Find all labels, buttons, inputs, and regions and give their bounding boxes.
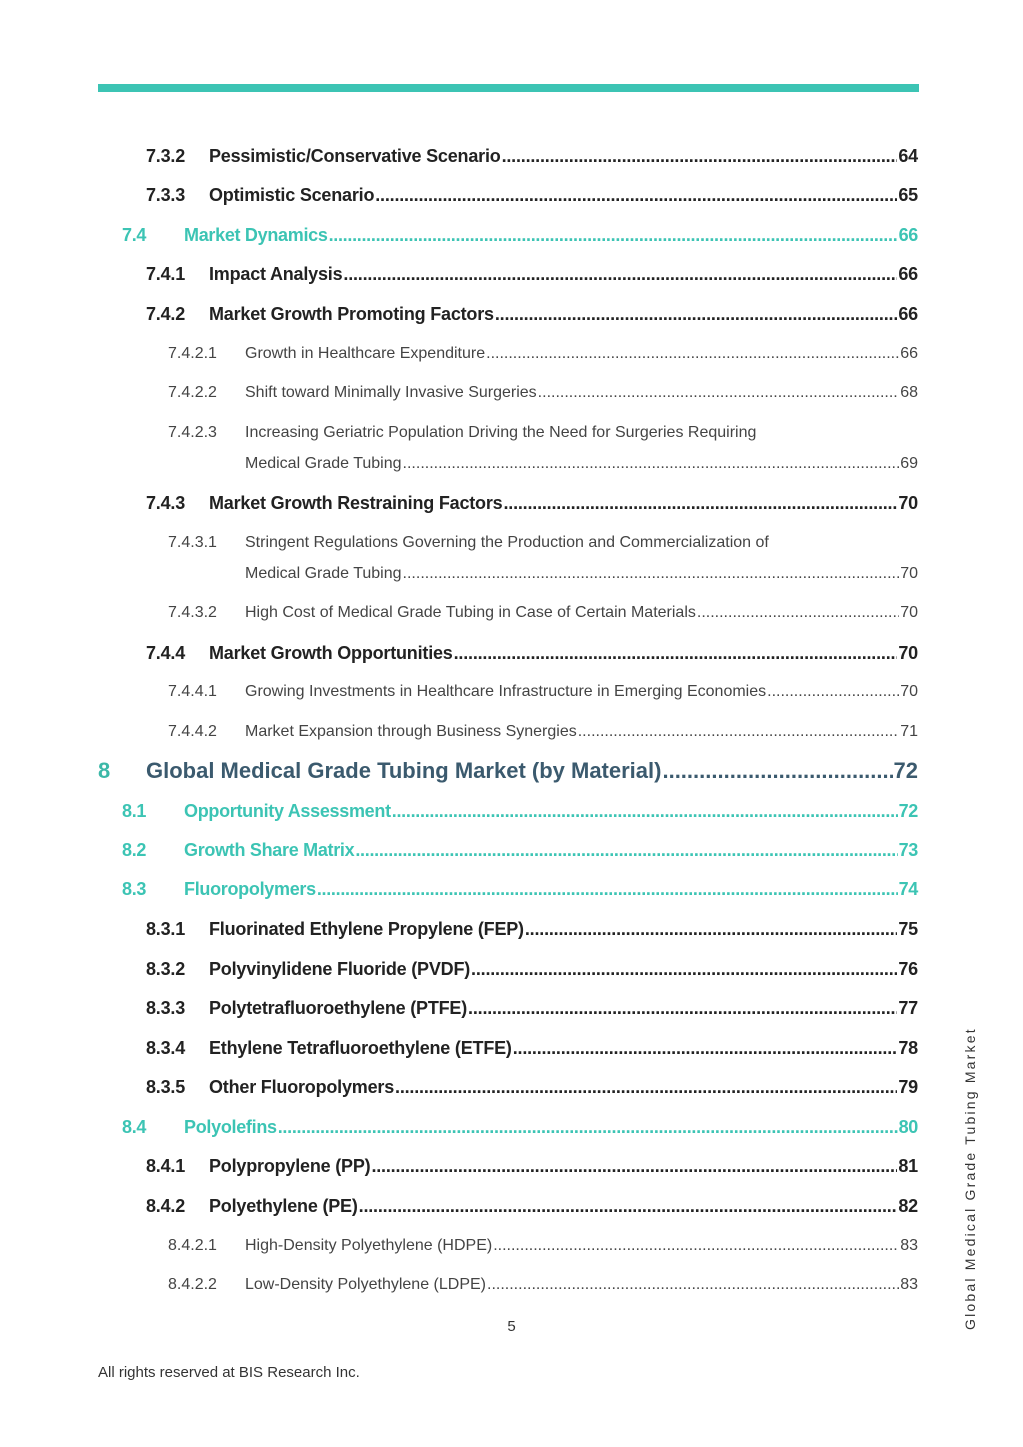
toc-entry-7-4-3-2[interactable] xyxy=(168,604,918,622)
toc-leader xyxy=(495,304,898,325)
toc-page: 83 xyxy=(900,1237,918,1254)
toc-number: 8.4.2 xyxy=(146,1196,186,1216)
toc-page: 69 xyxy=(900,455,918,472)
toc-title: Impact Analysis xyxy=(209,264,343,284)
toc-title: Increasing Geriatric Population Driving the Need for Surgeries Requiring xyxy=(245,424,757,441)
toc-leader xyxy=(395,1077,897,1098)
toc-number: 8.3.4 xyxy=(146,1038,186,1058)
toc-entry-7-3-2[interactable] xyxy=(146,146,918,167)
toc-title: Fluorinated Ethylene Propylene (FEP) xyxy=(209,919,524,939)
toc-title-continued: Medical Grade Tubing xyxy=(245,565,402,582)
toc-title: Pessimistic/Conservative Scenario xyxy=(209,146,501,166)
page-number: 5 xyxy=(507,1318,516,1335)
toc-number: 8.4.1 xyxy=(146,1156,186,1176)
toc-entry-8-3-1[interactable] xyxy=(146,919,918,940)
toc-page: 76 xyxy=(898,959,918,979)
toc-title: Polyolefins xyxy=(184,1117,277,1137)
toc-page: 78 xyxy=(898,1038,918,1058)
toc-leader xyxy=(767,683,899,701)
toc-page: 74 xyxy=(898,879,918,899)
toc-title: Opportunity Assessment xyxy=(184,801,391,821)
toc-title: Ethylene Tetrafluoroethylene (ETFE) xyxy=(209,1038,512,1058)
toc-page: 65 xyxy=(898,185,918,205)
toc-page: 82 xyxy=(898,1196,918,1216)
toc-title: High-Density Polyethylene (HDPE) xyxy=(245,1237,493,1254)
toc-number: 8 xyxy=(98,758,111,783)
toc-leader xyxy=(513,1038,898,1059)
toc-number: 7.4.4.2 xyxy=(168,723,217,740)
toc-entry-7-4-2-2[interactable] xyxy=(168,384,918,402)
toc-title: Market Dynamics xyxy=(184,225,328,245)
toc-page: 83 xyxy=(900,1276,918,1293)
toc-number: 8.3.2 xyxy=(146,959,186,979)
toc-entry-7-4-2-1[interactable] xyxy=(168,345,918,363)
toc-title: Polypropylene (PP) xyxy=(209,1156,371,1176)
side-running-title: Global Medical Grade Tubing Market xyxy=(962,1027,978,1330)
toc-entry-7-3-3[interactable] xyxy=(146,185,918,206)
toc-leader xyxy=(403,565,900,583)
toc-title: Growth in Healthcare Expenditure xyxy=(245,345,486,362)
toc-entry-7-4-1[interactable] xyxy=(146,264,918,285)
toc-entry-8-3-2[interactable] xyxy=(146,959,918,980)
toc-page: 80 xyxy=(898,1117,918,1137)
toc-page: 70 xyxy=(900,604,918,621)
toc-title: Global Medical Grade Tubing Market (by Material) xyxy=(146,758,662,783)
toc-page: 66 xyxy=(898,304,918,324)
toc-leader xyxy=(375,185,897,206)
toc-entry-8-4-2[interactable] xyxy=(146,1196,918,1217)
toc-page: 72 xyxy=(893,758,918,783)
toc-page: 75 xyxy=(898,919,918,939)
toc-title: Low-Density Polyethylene (LDPE) xyxy=(245,1276,486,1293)
toc-leader xyxy=(493,1237,899,1255)
toc-number: 7.4 xyxy=(122,225,147,245)
toc-leader xyxy=(502,146,898,167)
toc-leader xyxy=(329,225,898,246)
toc-leader xyxy=(343,264,897,285)
toc-number: 7.4.2 xyxy=(146,304,186,324)
toc-entry-8-4-1[interactable] xyxy=(146,1156,918,1177)
toc-page: 66 xyxy=(898,225,918,245)
toc-leader xyxy=(471,959,897,980)
toc-title: Market Growth Opportunities xyxy=(209,643,453,663)
toc-number: 7.3.2 xyxy=(146,146,186,166)
toc-page: 71 xyxy=(900,723,918,740)
toc-entry-8-1[interactable] xyxy=(122,801,918,822)
toc-title: Fluoropolymers xyxy=(184,879,316,899)
toc-page: 77 xyxy=(898,998,918,1018)
toc-entry-8-3[interactable] xyxy=(122,879,918,900)
toc-title: Growth Share Matrix xyxy=(184,840,355,860)
toc-title: Market Growth Promoting Factors xyxy=(209,304,494,324)
toc-number: 7.4.4.1 xyxy=(168,683,217,700)
toc-number: 7.4.3 xyxy=(146,493,186,513)
toc-leader xyxy=(392,801,898,822)
toc-entry-7-4-3-1-line1[interactable] xyxy=(168,534,769,552)
toc-entry-7-4-4-2[interactable] xyxy=(168,723,918,741)
toc-leader xyxy=(403,455,900,473)
toc-title: Stringent Regulations Governing the Production and Commercialization of xyxy=(245,534,769,551)
toc-page: 70 xyxy=(900,683,918,700)
top-accent-rule xyxy=(98,84,919,92)
toc-leader xyxy=(468,998,897,1019)
toc-title: High Cost of Medical Grade Tubing in Case of Certain Materials xyxy=(245,604,696,621)
toc-number: 7.4.2.2 xyxy=(168,384,217,401)
toc-page: 73 xyxy=(898,840,918,860)
toc-title: Polyvinylidene Fluoride (PVDF) xyxy=(209,959,471,979)
toc-number: 8.4.2.1 xyxy=(168,1237,217,1254)
toc-number: 7.4.3.2 xyxy=(168,604,217,621)
toc-title: Market Growth Restraining Factors xyxy=(209,493,503,513)
toc-number: 7.4.2.1 xyxy=(168,345,217,362)
toc-page: 70 xyxy=(898,493,918,513)
toc-number: 8.3.5 xyxy=(146,1077,186,1097)
toc-entry-8-3-4[interactable] xyxy=(146,1038,918,1059)
toc-number: 7.4.4 xyxy=(146,643,186,663)
toc-number: 8.1 xyxy=(122,801,147,821)
toc-leader xyxy=(503,493,897,514)
toc-title: Polyethylene (PE) xyxy=(209,1196,358,1216)
toc-entry-7-4-3[interactable] xyxy=(146,493,918,514)
toc-leader xyxy=(538,384,900,402)
toc-number: 8.3.1 xyxy=(146,919,186,939)
toc-leader xyxy=(454,643,898,664)
toc-entry-7-4-2[interactable] xyxy=(146,304,918,325)
toc-leader xyxy=(487,1276,899,1294)
toc-number: 7.4.1 xyxy=(146,264,186,284)
footer-copyright: All rights reserved at BIS Research Inc. xyxy=(98,1364,360,1381)
toc-page: 70 xyxy=(900,565,918,582)
toc-entry-8-3-5[interactable] xyxy=(146,1077,918,1098)
toc-number: 8.3.3 xyxy=(146,998,186,1018)
toc-number: 8.4.2.2 xyxy=(168,1276,217,1293)
toc-title-continued: Medical Grade Tubing xyxy=(245,455,402,472)
toc-number: 7.3.3 xyxy=(146,185,186,205)
toc-leader xyxy=(697,604,899,622)
toc-number: 8.2 xyxy=(122,840,147,860)
toc-leader xyxy=(486,345,899,363)
toc-entry-7-4-2-3-line2[interactable] xyxy=(245,455,918,473)
toc-entry-7-4-4[interactable] xyxy=(146,643,918,664)
toc-leader xyxy=(359,1196,898,1217)
toc-page: 64 xyxy=(898,146,918,166)
toc-entry-8-4[interactable] xyxy=(122,1117,918,1138)
toc-entry-chapter-8[interactable] xyxy=(98,758,918,784)
toc-leader xyxy=(662,758,892,784)
toc-page: 66 xyxy=(900,345,918,362)
toc-leader xyxy=(278,1117,898,1138)
toc-title: Other Fluoropolymers xyxy=(209,1077,395,1097)
toc-page: 66 xyxy=(898,264,918,284)
toc-page: 68 xyxy=(900,384,918,401)
toc-entry-7-4-4-1[interactable] xyxy=(168,683,918,701)
toc-page: 72 xyxy=(898,801,918,821)
toc-entry-7-4-2-3-line1[interactable] xyxy=(168,424,756,442)
toc-number: 8.4 xyxy=(122,1117,147,1137)
toc-entry-8-4-2-1[interactable] xyxy=(168,1237,918,1255)
toc-number: 7.4.2.3 xyxy=(168,424,217,441)
toc-entry-7-4[interactable] xyxy=(122,225,918,246)
toc-page: 81 xyxy=(898,1156,918,1176)
toc-leader xyxy=(578,723,899,741)
toc-page: 70 xyxy=(898,643,918,663)
toc-entry-8-3-3[interactable] xyxy=(146,998,918,1019)
toc-page: 79 xyxy=(898,1077,918,1097)
toc-entry-7-4-3-1-line2[interactable] xyxy=(245,565,918,583)
toc-entry-8-2[interactable] xyxy=(122,840,918,861)
toc-leader xyxy=(355,840,897,861)
toc-title: Market Expansion through Business Synergies xyxy=(245,723,577,740)
toc-leader xyxy=(525,919,898,940)
toc-leader xyxy=(371,1156,897,1177)
toc-number: 7.4.3.1 xyxy=(168,534,217,551)
toc-title: Polytetrafluoroethylene (PTFE) xyxy=(209,998,468,1018)
toc-title: Shift toward Minimally Invasive Surgeries xyxy=(245,384,537,401)
toc-title: Optimistic Scenario xyxy=(209,185,375,205)
toc-title: Growing Investments in Healthcare Infrastructure in Emerging Economies xyxy=(245,683,767,700)
toc-leader xyxy=(317,879,898,900)
toc-entry-8-4-2-2[interactable] xyxy=(168,1276,918,1294)
toc-number: 8.3 xyxy=(122,879,147,899)
